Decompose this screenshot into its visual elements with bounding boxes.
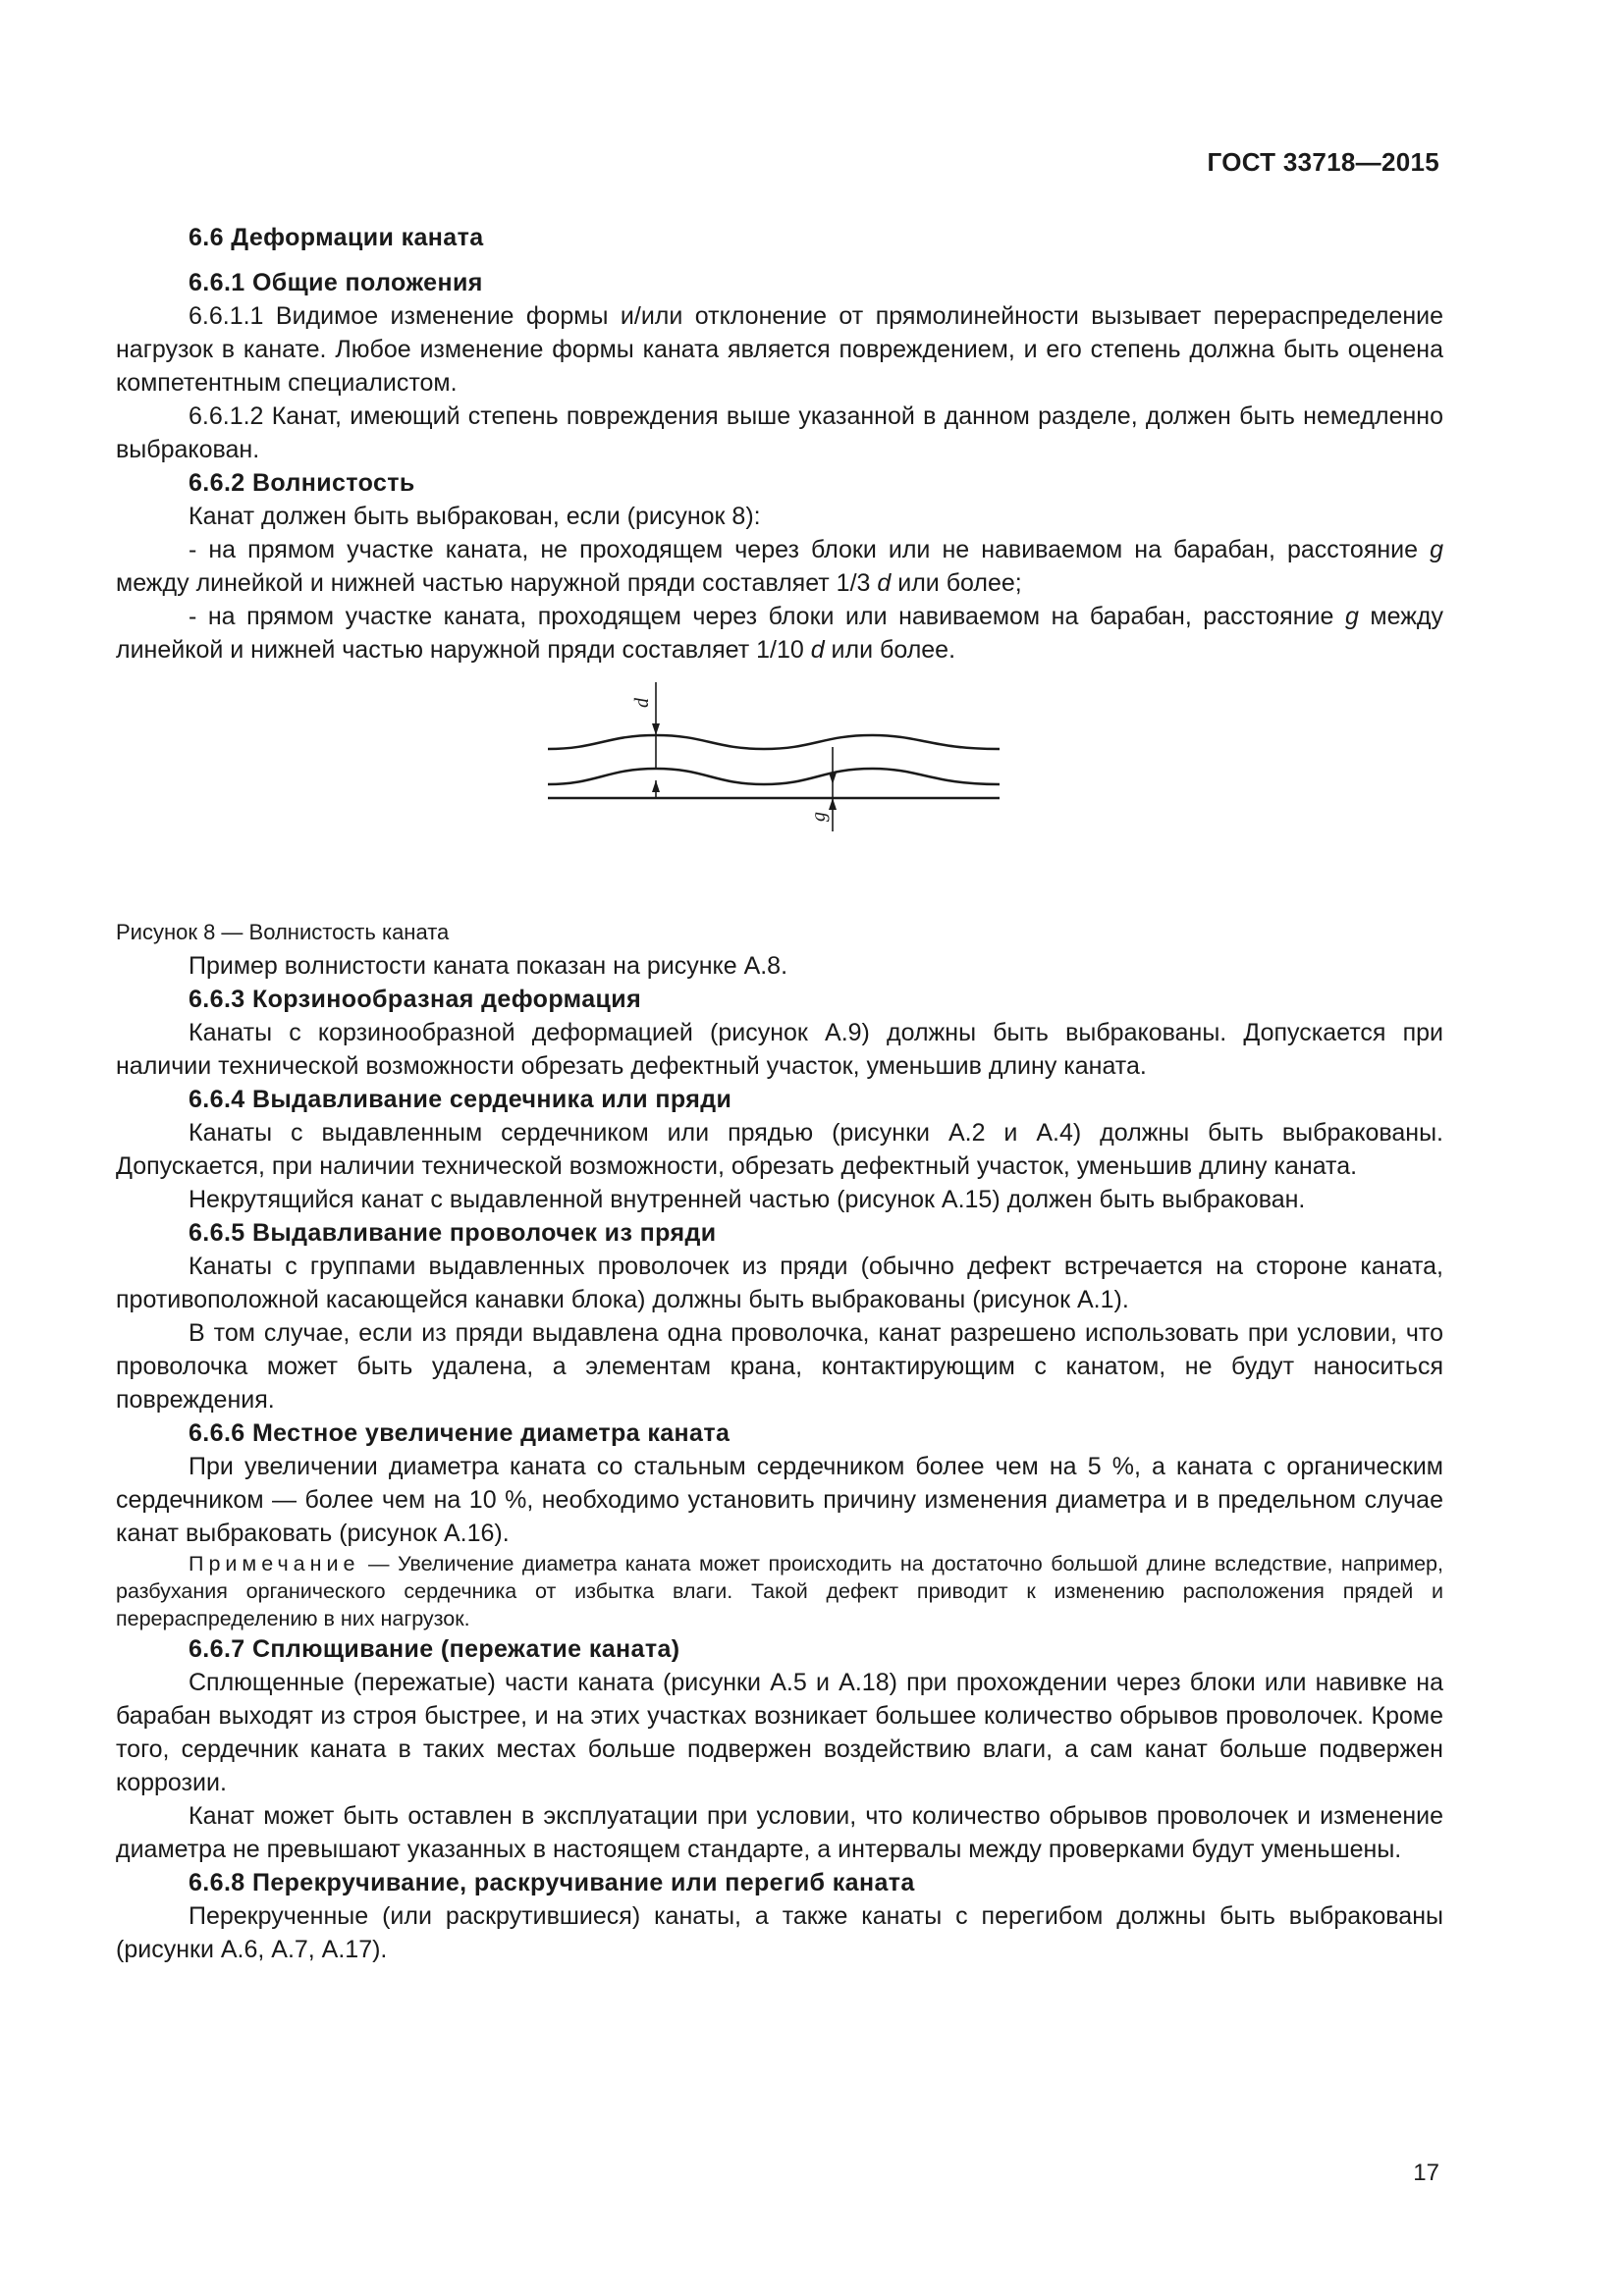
section-heading-6-6-8: 6.6.8 Перекручивание, раскручивание или перегиб каната [189, 1869, 915, 1896]
section-heading-6-6-1: 6.6.1 Общие положения [189, 269, 483, 296]
section-heading-6-6-7: 6.6.7 Сплющивание (пережатие каната) [189, 1635, 680, 1663]
rope-upper-edge [548, 735, 1000, 749]
section-heading-6-6-2: 6.6.2 Волнистость [189, 469, 415, 497]
dimension-d-arrow [652, 723, 660, 735]
list-item-straight-section: - на прямом участке каната, не проходящем через блоки или не навиваемом на барабан, расстояние g между линейкой и нижней частью наружной пряди составляет 1/3 d или более; [116, 536, 1443, 597]
document-code-header: ГОСТ 33718—2015 [1207, 147, 1439, 177]
figure-8-waviness [116, 676, 1443, 916]
rope-lower-edge [548, 769, 1000, 784]
paragraph-waviness-example: Пример волнистости каната показан на рисунке А.8. [189, 952, 788, 980]
paragraph-6-6-1-1: 6.6.1.1 Видимое изменение формы и/или отклонение от прямолинейности вызывает перераспределение нагрузок в канате. Любое изменение формы каната является повреждением, и его степень должна быть оценена компетентным специалистом. [116, 302, 1443, 397]
note-label: Примечание [189, 1552, 360, 1575]
paragraph-6-6-1-2: 6.6.1.2 Канат, имеющий степень повреждения выше указанной в данном разделе, должен быть немедленно выбракован. [116, 402, 1443, 463]
paragraph-6-6-4-2: Некрутящийся канат с выдавленной внутренней частью (рисунок А.15) должен быть выбракован. [189, 1186, 1306, 1213]
paragraph-6-6-2-intro: Канат должен быть выбракован, если (рисунок 8): [189, 503, 761, 530]
label-g: g [808, 812, 830, 822]
section-heading-6-6: 6.6 Деформации каната [189, 224, 484, 251]
note-text: — Увеличение диаметра каната может происходить на достаточно большой длине вследствие, например, разбухания органического сердечника от избытка влаги. Такой дефект приводит к изменению расположения прядей и перераспределению в них нагрузок. [116, 1552, 1443, 1630]
page-content [116, 221, 1443, 1966]
paragraph-6-6-8: Перекрученные (или раскрутившиеся) канаты, а также канаты с перегибом должны быть выбракованы (рисунки А.6, А.7, А.17). [116, 1902, 1443, 1963]
paragraph-6-6-4-1: Канаты с выдавленным сердечником или прядью (рисунки А.2 и А.4) должны быть выбракованы. Допускается, при наличии технической возможности, обрезать дефектный участок, уменьшив длину каната. [116, 1119, 1443, 1180]
paragraph-6-6-5-1: Канаты с группами выдавленных проволочек из пряди (обычно дефект встречается на стороне каната, противоположной касающейся канавки блока) должны быть выбракованы (рисунок А.1). [116, 1253, 1443, 1313]
section-heading-6-6-5: 6.6.5 Выдавливание проволочек из пряди [189, 1219, 717, 1247]
page-number: 17 [1413, 2160, 1439, 2186]
waviness-diagram [538, 676, 1049, 833]
label-d: d [631, 698, 653, 708]
section-heading-6-6-6: 6.6.6 Местное увеличение диаметра каната [189, 1419, 731, 1447]
section-heading-6-6-4: 6.6.4 Выдавливание сердечника или пряди [189, 1086, 732, 1113]
dimension-g-arrow-bottom [829, 798, 837, 810]
figure-8-caption: Рисунок 8 — Волнистость каната [116, 920, 450, 944]
dimension-g-arrow-top [829, 773, 837, 784]
paragraph-6-6-3: Канаты с корзинообразной деформацией (рисунок А.9) должны быть выбракованы. Допускается при наличии технической возможности обрезать дефектный участок, уменьшив длину каната. [116, 1019, 1443, 1080]
note-6-6-6 [116, 1550, 1443, 1632]
section-heading-6-6-3: 6.6.3 Корзинообразная деформация [189, 986, 642, 1013]
list-item-sheave-section: - на прямом участке каната, проходящем через блоки или навиваемом на барабан, расстояние g между линейкой и нижней частью наружной пряди составляет 1/10 d или более. [116, 603, 1444, 664]
paragraph-6-6-7-1: Сплющенные (пережатые) части каната (рисунки А.5 и А.18) при прохождении через блоки или навивке на барабан выходят из строя быстрее, и на этих участках возникает большее количество обрывов проволочек. Кроме того, сердечник каната в таких местах больше подвержен воздействию влаги, а сам канат больше подвержен коррозии. [116, 1669, 1443, 1796]
paragraph-6-6-7-2: Канат может быть оставлен в эксплуатации при условии, что количество обрывов проволочек и изменение диаметра не превышают указанных в настоящем стандарте, а интервалы между проверками будут уменьшены. [116, 1802, 1443, 1863]
paragraph-6-6-5-2: В том случае, если из пряди выдавлена одна проволочка, канат разрешено использовать при условии, что проволочка может быть удалена, а элементам крана, контактирующим с канатом, не будут наноситься повреждения. [116, 1319, 1443, 1414]
paragraph-6-6-6: При увеличении диаметра каната со стальным сердечником более чем на 5 %, а каната с органическим сердечником — более чем на 10 %, необходимо установить причину изменения диаметра и в предельном случае канат выбраковать (рисунок А.16). [116, 1453, 1443, 1547]
